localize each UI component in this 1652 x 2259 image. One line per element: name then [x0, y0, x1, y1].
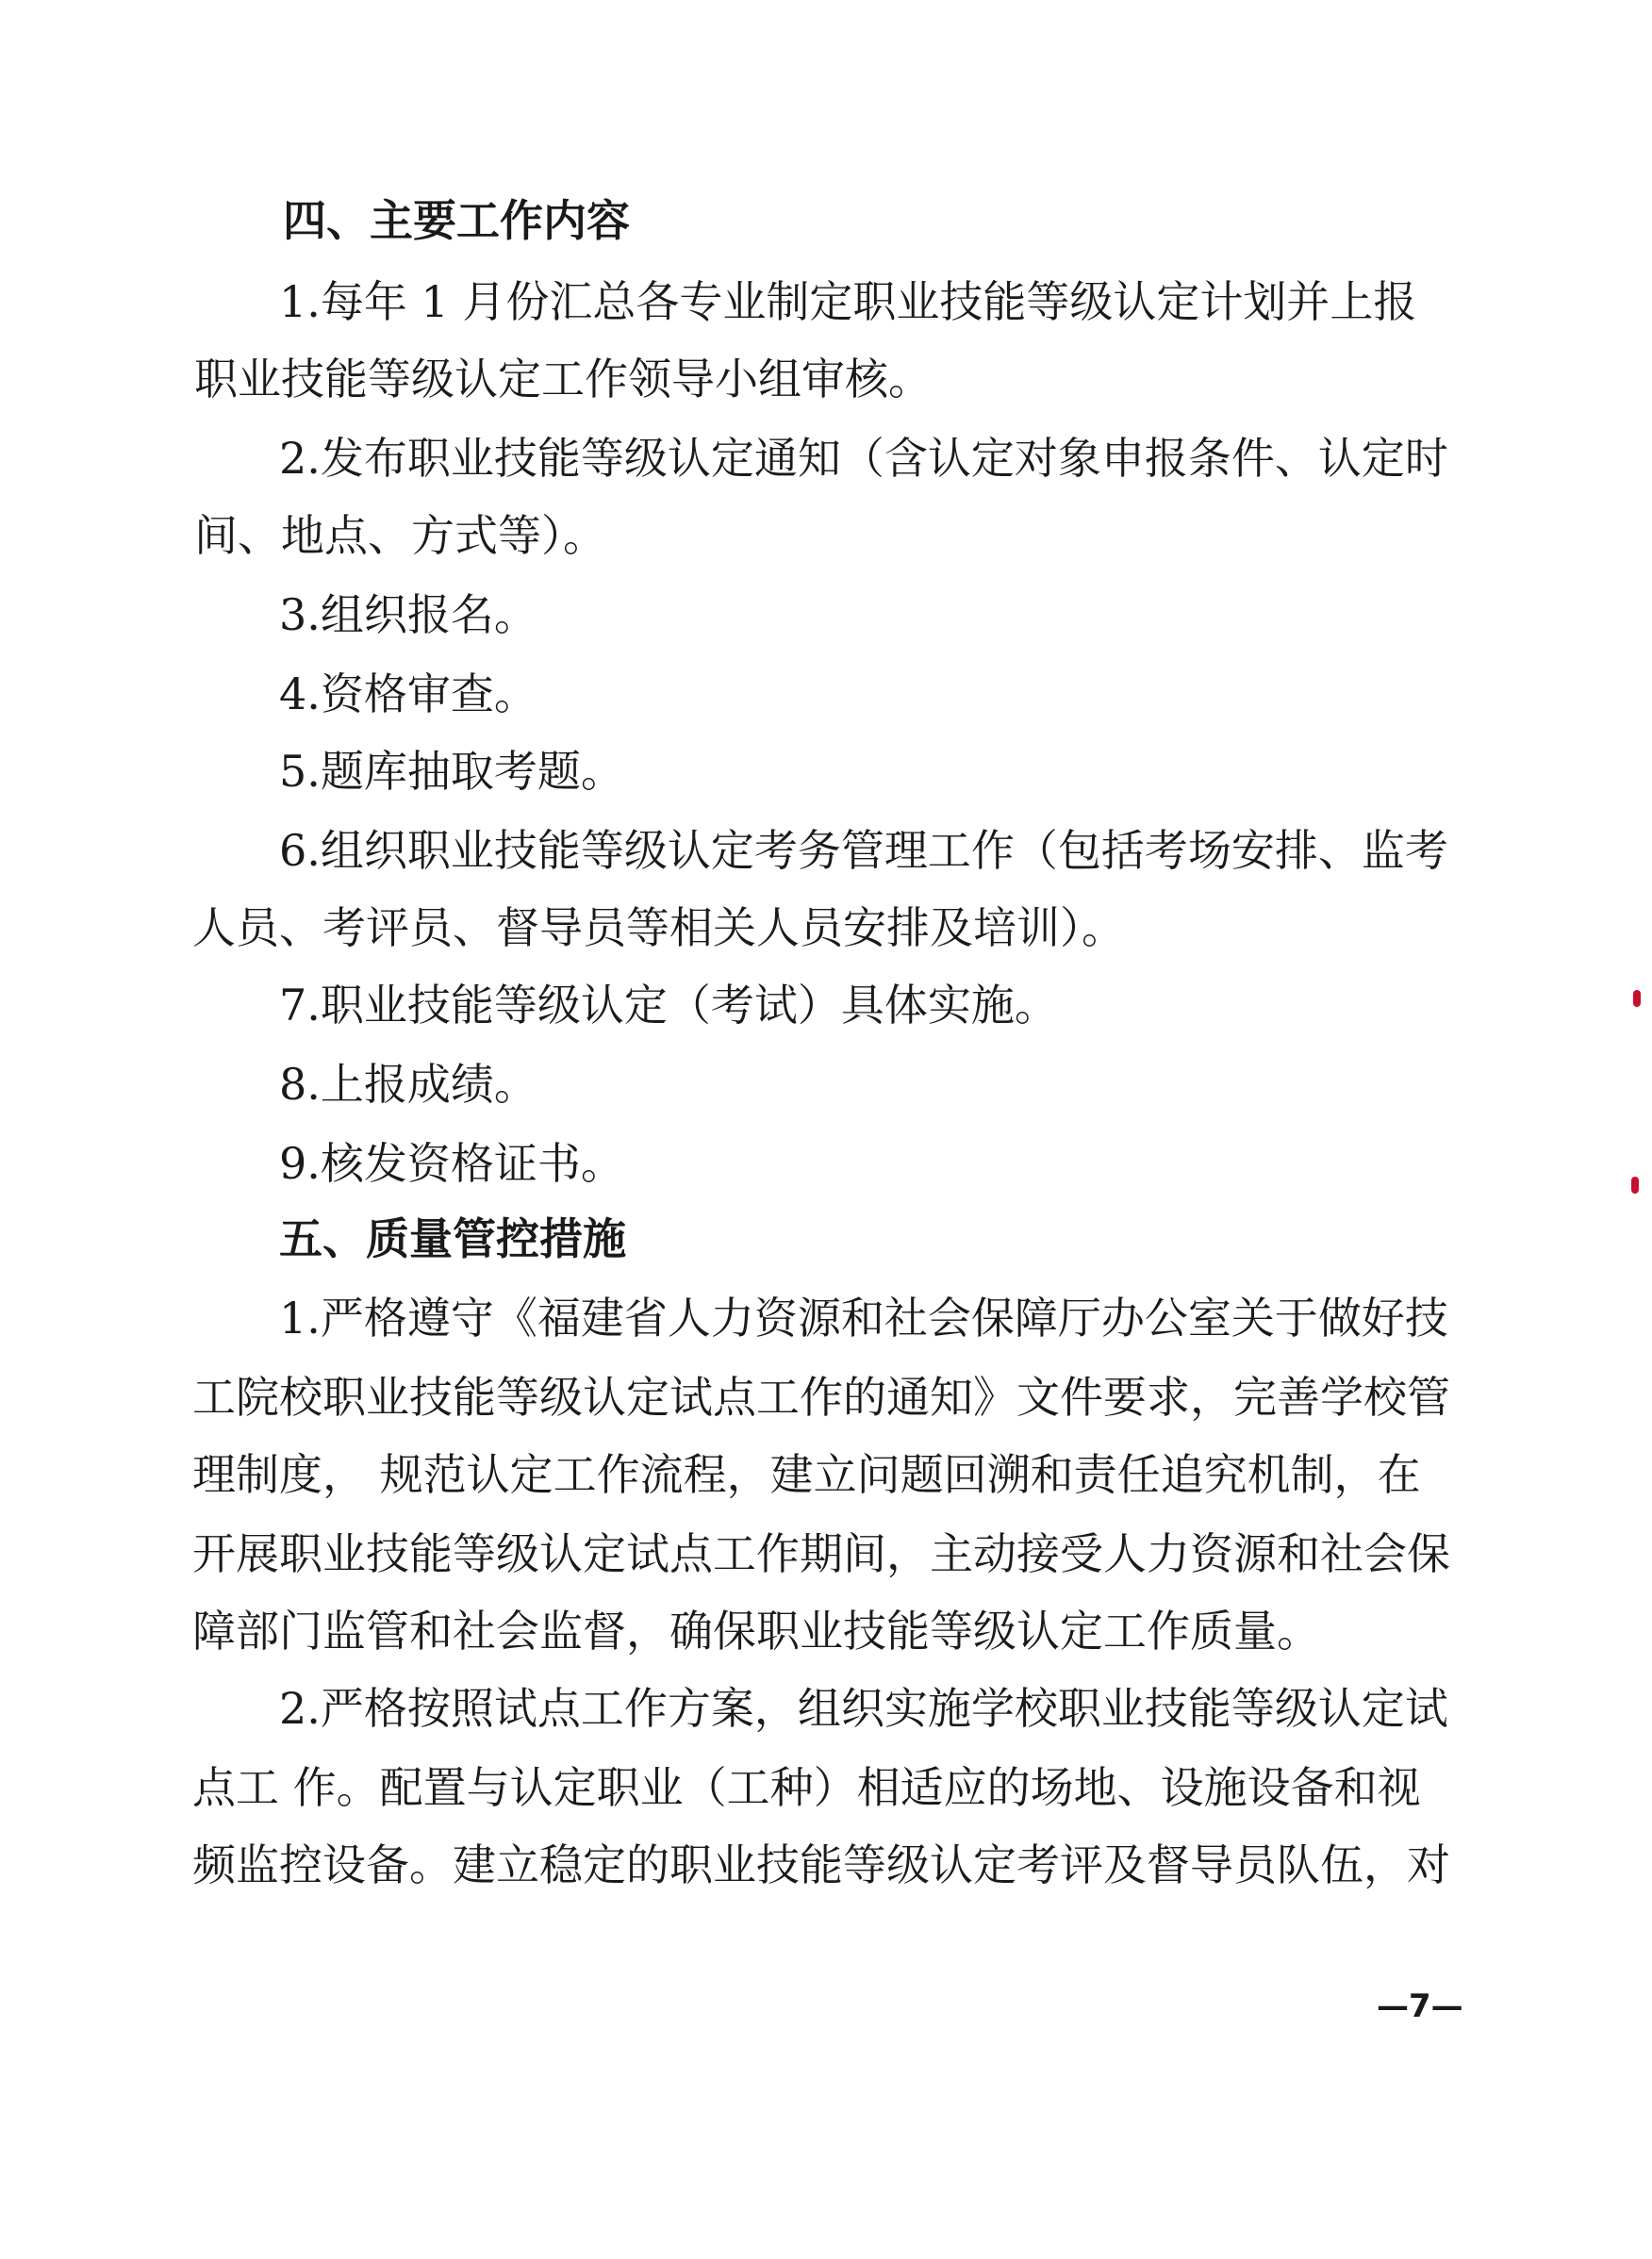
item-2-line-1: 2.发布职业技能等级认定通知（含认定对象申报条件、认定时	[279, 433, 1448, 484]
para-1-line-2: 工院校职业技能等级认定试点工作的通知》文件要求，完善学校管	[192, 1372, 1450, 1423]
para-1-line-3: 理制度， 规范认定工作流程，建立问题回溯和责任追究机制，在	[192, 1449, 1421, 1500]
binding-mark-bottom	[1631, 1177, 1639, 1194]
section-four-heading: 四、主要工作内容	[283, 195, 630, 246]
item-2-line-2: 间、地点、方式等）。	[194, 510, 606, 561]
para-1-line-1: 1.严格遵守《福建省人力资源和社会保障厅办公室关于做好技	[279, 1293, 1448, 1344]
item-6-line-2: 人员、考评员、督导员等相关人员安排及培训）。	[192, 902, 1125, 953]
para-1-line-5: 障部门监管和社会监督，确保职业技能等级认定工作质量。	[192, 1606, 1320, 1657]
item-8: 8.上报成绩。	[279, 1059, 537, 1110]
item-9: 9.核发资格证书。	[279, 1138, 624, 1189]
section-five-heading: 五、质量管控措施	[279, 1213, 626, 1264]
item-3: 3.组织报名。	[279, 589, 537, 640]
page-number: —7—	[1377, 1987, 1463, 2025]
para-2-line-3: 频监控设备。建立稳定的职业技能等级认定考评及督导员队伍，对	[192, 1839, 1450, 1890]
item-5: 5.题库抽取考题。	[279, 746, 624, 797]
item-1-line-2: 职业技能等级认定工作领导小组审核。	[194, 354, 932, 404]
binding-mark-top	[1633, 990, 1641, 1007]
para-2-line-1: 2.严格按照试点工作方案，组织实施学校职业技能等级认定试	[279, 1683, 1448, 1734]
item-4: 4.资格审查。	[279, 668, 537, 719]
item-6-line-1: 6.组织职业技能等级认定考务管理工作（包括考场安排、监考	[279, 825, 1448, 876]
item-1-line-1: 1.每年 1 月份汇总各专业制定职业技能等级认定计划并上报	[279, 276, 1417, 327]
para-1-line-4: 开展职业技能等级认定试点工作期间，主动接受人力资源和社会保	[192, 1528, 1450, 1579]
item-7: 7.职业技能等级认定（考试）具体实施。	[279, 980, 1058, 1031]
para-2-line-2: 点工 作。配置与认定职业（工种）相适应的场地、设施设备和视	[192, 1762, 1421, 1813]
